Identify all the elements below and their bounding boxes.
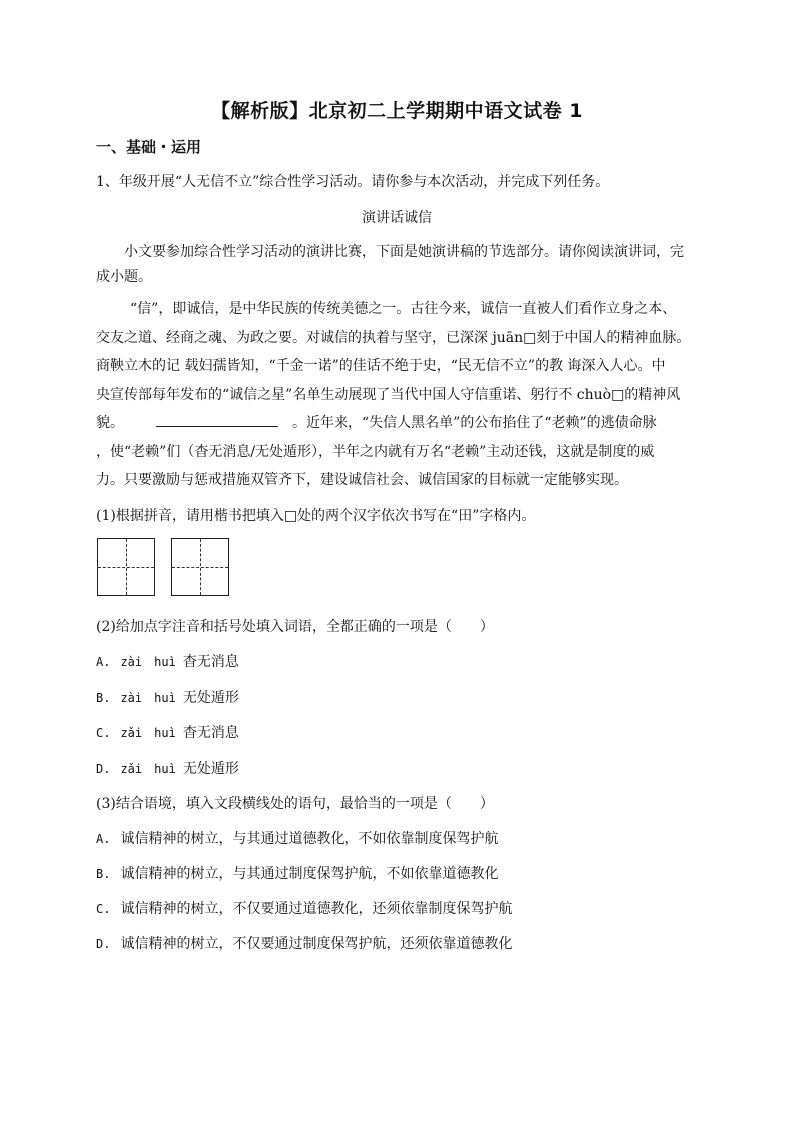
option-letter: A. [96,832,111,846]
passage-text: 。近年来，“失信人黑名单”的公布掐住了“老赖”的逃债命脉 [292,415,657,431]
option-text: 诚信精神的树立，与其通过道德教化，不如依靠制度保驾护航 [120,831,499,847]
option-c[interactable] [96,722,239,742]
option-d[interactable] [96,933,512,953]
question-intro: 1、年级开展“人无信不立”综合性学习活动。请你参与本次活动，并完成下列任务。 [96,174,610,190]
option-letter: C. [96,902,111,916]
page-title: 【解析版】北京初二上学期期中语文试卷 1 [211,100,583,122]
passage-text: 貌。 [96,415,124,431]
option-b[interactable] [96,863,498,883]
option-text: 诚信精神的树立，不仅要通过制度保驾护航，还须依靠道德教化 [120,936,513,952]
instruction-paragraph [96,238,696,267]
option-letter: B. [96,867,111,881]
passage-line: 央宣传部每年发布的“诚信之星”名单生动展现了当代中国人守信重诺、躬行不 chuò□的精神风 [96,386,681,403]
sub-question-2: (2)给加点字注音和括号处填入词语，全都正确的一项是（ ） [96,619,494,635]
passage-line: 商鞅立木的记 载妇孺皆知，“千金一诺”的佳话不绝于史，“民无信不立”的教 诲深入人心。中 [96,358,666,374]
option-pinyin: zǎi huì [120,762,176,776]
option-text: 诚信精神的树立，不仅要通过道德教化，还须依靠制度保驾护航 [120,901,513,917]
option-c[interactable] [96,898,512,918]
option-text: 无处遁形 [182,690,239,706]
passage-line: ，使“老赖”们（杳无消息/无处遁形），半年之内就有万名“老赖”主动还钱，这就是制度的威 [96,443,655,460]
option-b[interactable] [96,687,239,707]
passage [96,295,696,495]
option-d[interactable] [96,758,239,778]
option-text: 无处遁形 [182,761,239,777]
option-text: 杳无消息 [182,654,239,670]
speech-title: 演讲话诚信 [362,210,432,226]
option-a[interactable] [96,651,239,671]
option-pinyin: zǎi huì [120,726,176,740]
tian-grid-box[interactable] [171,538,229,596]
tian-grid-box[interactable] [97,538,155,596]
fill-blank[interactable] [156,412,278,427]
option-letter: A. [96,655,111,669]
section-heading: 一、基础・运用 [96,138,202,156]
option-a[interactable] [96,828,498,848]
option-letter: D. [96,937,111,951]
sub-question-1: (1)根据拼音，请用楷书把填入□处的两个汉字依次书写在“田”字格内。 [96,508,536,524]
passage-line: 力。只要激励与惩戒措施双管齐下，建设诚信社会、诚信国家的目标就一定能够实现。 [96,472,628,488]
grid-dash-vertical [200,539,201,595]
option-pinyin: zài huì [120,655,176,669]
sub-question-3: (3)结合语境，填入文段横线处的语句，最恰当的一项是（ ） [96,796,494,812]
option-text: 诚信精神的树立，与其通过制度保驾护航，不如依靠道德教化 [120,866,499,882]
passage-line: 交友之道、经商之魂、为政之要。对诚信的执着与坚守，已深深 juān□刻于中国人的精神血脉。 [96,329,691,346]
instruction-line: 小文要参加综合性学习活动的演讲比赛，下面是她演讲稿的节选部分。请你阅读演讲词，完 [124,244,684,260]
instruction-line: 成小题。 [96,269,152,285]
option-letter: C. [96,726,111,740]
option-letter: D. [96,762,111,776]
grid-dash-vertical [126,539,127,595]
option-pinyin: zài huì [120,691,176,705]
passage-line: “信”，即诚信，是中华民族的传统美德之一。古往今来，诚信一直被人们看作立身之本、 [130,301,677,317]
passage-line [96,409,696,438]
option-letter: B. [96,691,111,705]
option-text: 杳无消息 [182,725,239,741]
